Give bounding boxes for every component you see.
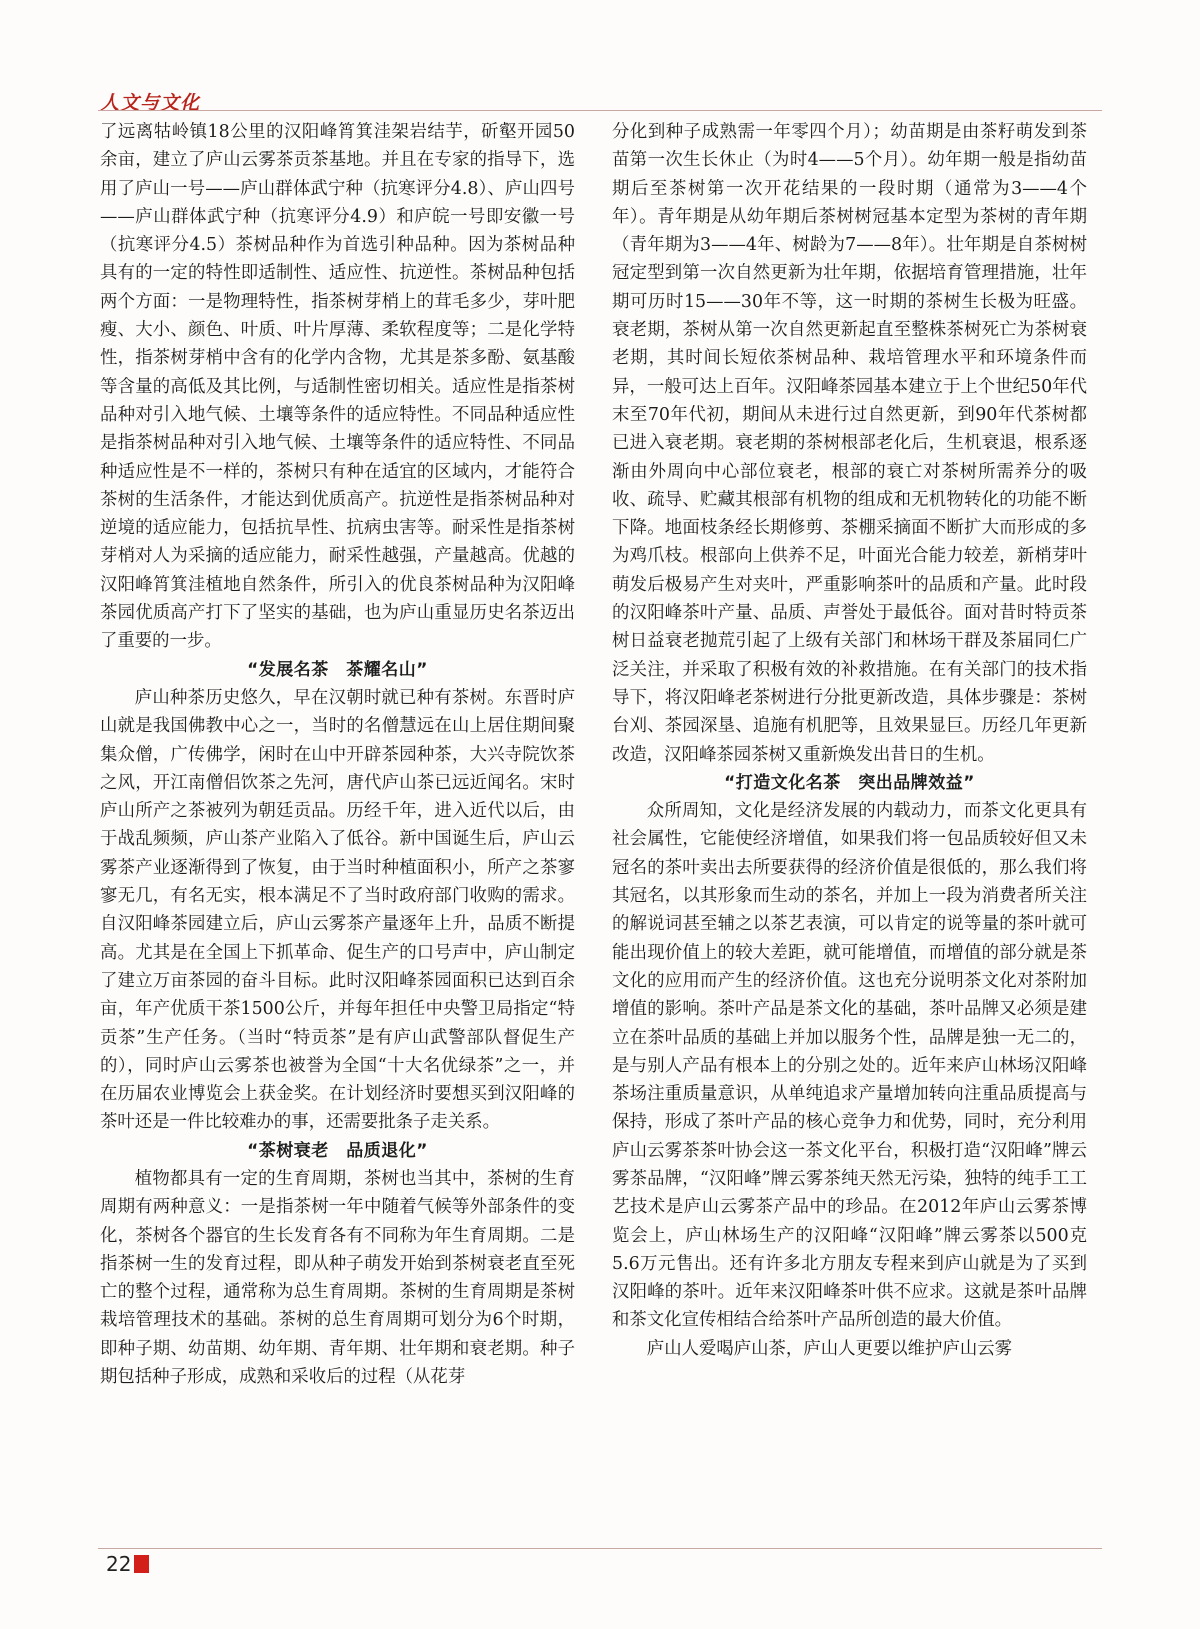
body-paragraph: 了远离牯岭镇18公里的汉阳峰筲箕洼架岩结芋，斫壑开园50余亩，建立了庐山云雾茶贡茶基地。并且在专家的指导下，选用了庐山一号——庐山群体武宁种（抗寒评分4.8）、庐山四号——庐山群体武宁种（抗寒评分4.9）和庐皖一号即安徽一号（抗寒评分4.5）茶树品种作为首选引种品种。因为茶树品种具有的一定的特性即适制性、适应性、抗逆性。茶树品种包括两个方面：一是物理特性，指茶树芽梢上的茸毛多少，芽叶肥瘦、大小、颜色、叶质、叶片厚薄、柔软程度等；二是化学特性，指茶树芽梢中含有的化学内含物，尤其是茶多酚、氨基酸等含量的高低及其比例，与适制性密切相关。适应性是指茶树品种对引入地气候、土壤等条件的适应特性。不同品种适应性是指茶树品种对引入地气候、土壤等条件的适应特性、不同品种适应性是不一样的，茶树只有种在适宜的区域内，才能符合茶树的生活条件，才能达到优质高产。抗逆性是指茶树品种对逆境的适应能力，包括抗旱性、抗病虫害等。耐采性是指茶树芽梢对人为采摘的适应能力，耐采性越强，产量越高。优越的汉阳峰筲箕洼植地自然条件，所引入的优良茶树品种为汉阳峰茶园优质高产打下了坚实的基础，也为庐山重显历史名茶迈出了重要的一步。 [100,122,575,652]
section-heading: “发展名茶 茶耀名山” [247,659,428,680]
section-heading: “打造文化名茶 突出品牌效益” [724,772,975,793]
section-heading: “茶树衰老 品质退化” [247,1140,428,1161]
footer-divider [98,1548,1102,1549]
body-paragraph: 庐山种茶历史悠久，早在汉朝时就已种有茶树。东晋时庐山就是我国佛教中心之一，当时的名僧慧远在山上居住期间聚集众僧，广传佛学，闲时在山中开辟茶园种茶，大兴寺院饮茶之风，开江南僧侣饮茶之先河，唐代庐山茶已远近闻名。宋时庐山所产之茶被列为朝廷贡品。历经千年，进入近代以后，由于战乱频频，庐山茶产业陷入了低谷。新中国诞生后，庐山云雾茶产业逐渐得到了恢复，由于当时种植面积小，所产之茶寥寥无几，有名无实，根本满足不了当时政府部门收购的需求。自汉阳峰茶园建立后，庐山云雾茶产量逐年上升，品质不断提高。尤其是在全国上下抓革命、促生产的口号声中，庐山制定了建立万亩茶园的奋斗目标。此时汉阳峰茶园面积已达到百余亩，年产优质干茶1500公斤，并每年担任中央警卫局指定“特贡茶”生产任务。（当时“特贡茶”是有庐山武警部队督促生产的），同时庐山云雾茶也被誉为全国“十大名优绿茶”之一，并在历届农业博览会上获金奖。在计划经济时要想买到汉阳峰的茶叶还是一件比较难办的事，还需要批条子走关系。 [100,687,575,1133]
page-marker-block [134,1555,149,1573]
left-column [100,118,575,1391]
body-paragraph: 植物都具有一定的生育周期，茶树也当其中，茶树的生育周期有两种意义：一是指茶树一年中随着气候等外部条件的变化，茶树各个器官的生长发育各有不同称为年生育周期。二是指茶树一生的发育过程，即从种子萌发开始到茶树衰老直至死亡的整个过程，通常称为总生育周期。茶树的生育周期是茶树栽培管理技术的基础。茶树的总生育周期可划分为6个时期，即种子期、幼苗期、幼年期、青年期、壮年期和衰老期。种子期包括种子形成，成熟和采收后的过程（从花芽 [100,1168,575,1388]
right-column [612,118,1087,1363]
body-paragraph: 分化到种子成熟需一年零四个月）；幼苗期是由茶籽萌发到茶苗第一次生长休止（为时4——5个月）。幼年期一般是指幼苗期后至茶树第一次开花结果的一段时期（通常为3——4个年）。青年期是从幼年期后茶树树冠基本定型为茶树的青年期（青年期为3——4年、树龄为7——8年）。壮年期是自茶树树冠定型到第一次自然更新为壮年期，依据培育管理措施，壮年期可历时15——30年不等，这一时期的茶树生长极为旺盛。衰老期，茶树从第一次自然更新起直至整株茶树死亡为茶树衰老期，其时间长短依茶树品种、栽培管理水平和环境条件而异，一般可达上百年。汉阳峰茶园基本建立于上个世纪50年代末至70年代初，期间从未进行过自然更新，到90年代茶树都已进入衰老期。衰老期的茶树根部老化后，生机衰退，根系逐渐由外周向中心部位衰老，根部的衰亡对茶树所需养分的吸收、疏导、贮藏其根部有机物的组成和无机物转化的功能不断下降。地面枝条经长期修剪、茶棚采摘面不断扩大而形成的多为鸡爪枝。根部向上供养不足，叶面光合能力较差，新梢芽叶萌发后极易产生对夹叶，严重影响茶叶的品质和产量。此时段的汉阳峰茶叶产量、品质、声誉处于最低谷。面对昔时特贡茶树日益衰老抛荒引起了上级有关部门和林场干群及茶届同仁广泛关注，并采取了积极有效的补救措施。在有关部门的技术指导下，将汉阳峰老茶树进行分批更新改造，具体步骤是：茶树台刈、茶园深垦、追施有机肥等，且效果显巨。历经几年更新改造，汉阳峰茶园茶树又重新焕发出昔日的生机。 [612,122,1087,765]
magazine-logo: 人文与文化 [100,92,201,114]
header-divider [98,110,1102,111]
body-paragraph: 庐山人爱喝庐山茶，庐山人更要以维护庐山云雾 [646,1338,1013,1359]
body-paragraph: 众所周知，文化是经济发展的内载动力，而茶文化更具有社会属性，它能使经济增值，如果我们将一包品质较好但又未冠名的茶叶卖出去所要获得的经济价值是很低的，那么我们将其冠名，以其形象而生动的茶名，并加上一段为消费者所关注的解说词甚至辅之以茶艺表演，可以肯定的说等量的茶叶就可能出现价值上的较大差距，就可能增值，而增值的部分就是茶文化的应用而产生的经济价值。这也充分说明茶文化对茶附加增值的影响。茶叶产品是茶文化的基础，茶叶品牌又必须是建立在茶叶品质的基础上并加以服务个性，品牌是独一无二的，是与别人产品有根本上的分别之处的。近年来庐山林场汉阳峰茶场注重质量意识，从单纯追求产量增加转向注重品质提高与保持，形成了茶叶产品的核心竞争力和优势，同时，充分利用庐山云雾茶茶叶协会这一茶文化平台，积极打造“汉阳峰”牌云雾茶品牌，“汉阳峰”牌云雾茶纯天然无污染，独特的纯手工工艺技术是庐山云雾茶产品中的珍品。在2012年庐山云雾茶博览会上，庐山林场生产的汉阳峰“汉阳峰”牌云雾茶以500克5.6万元售出。还有许多北方朋友专程来到庐山就是为了买到汉阳峰的茶叶。近年来汉阳峰茶叶供不应求。这就是茶叶品牌和茶文化宣传相结合给茶叶产品所创造的最大价值。 [612,801,1087,1331]
page-number: 22 [106,1552,132,1576]
